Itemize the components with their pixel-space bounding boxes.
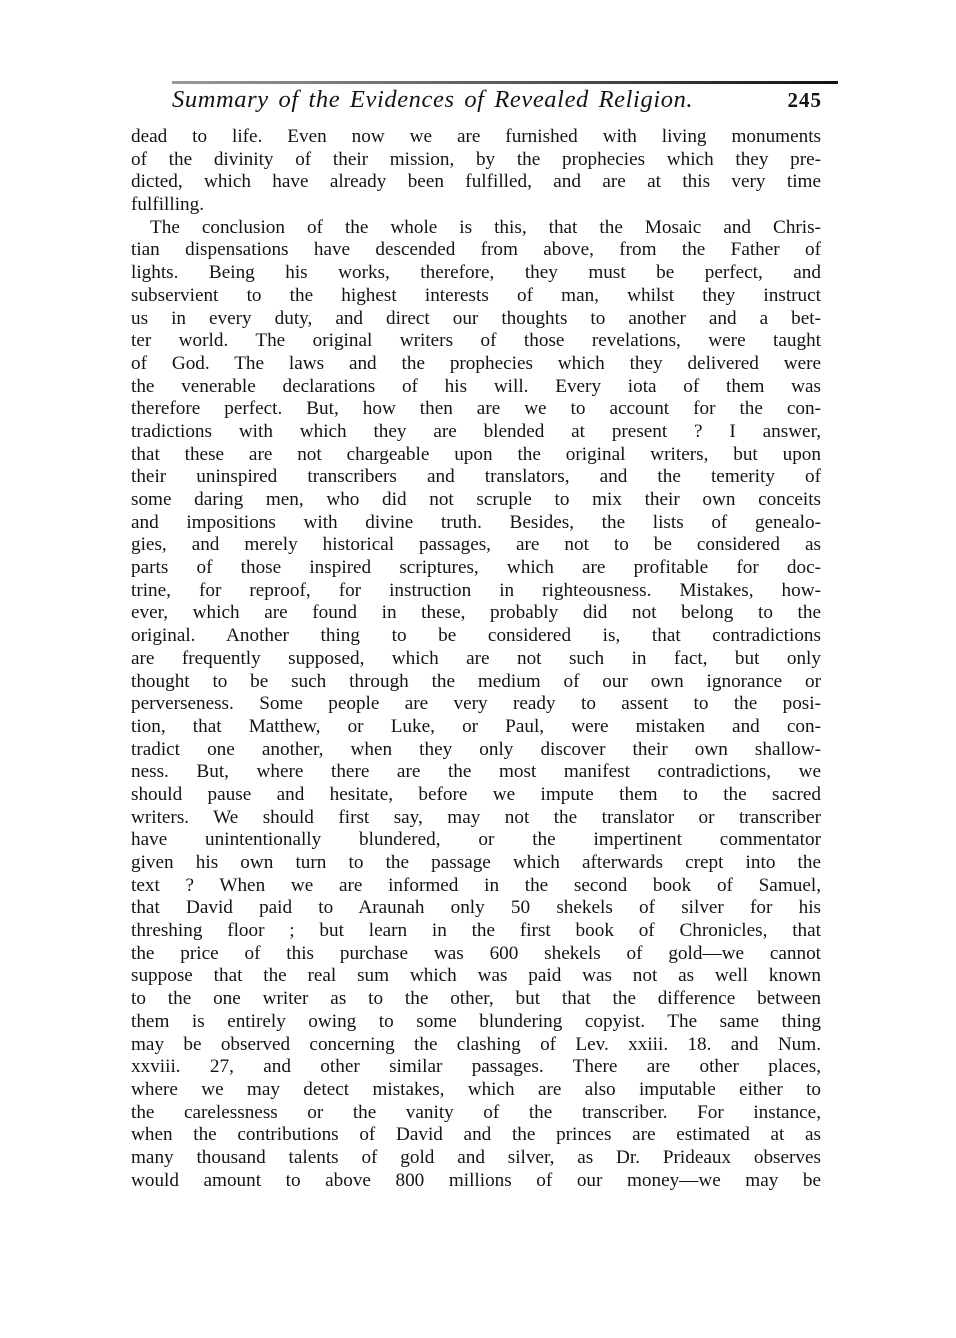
text-line: original. Another thing to be considered is, that contradictions: [131, 625, 821, 647]
text-line: us in every duty, and direct our thoughts to another and a bet-: [131, 307, 821, 329]
text-line: dead to life. Even now we are furnished with living monuments: [131, 126, 821, 147]
text-line: and impositions with divine truth. Besides, the lists of genealo-: [131, 511, 821, 533]
text-line: to the one writer as to the other, but that the difference between: [131, 988, 821, 1010]
text-line: should pause and hesitate, before we impute them to the sacred: [131, 783, 821, 805]
text-line: subservient to the highest interests of man, whilst they instruct: [131, 284, 821, 306]
text-line: may be observed concerning the clashing of Lev. xxiii. 18. and Num.: [131, 1033, 821, 1055]
text-line: the venerable declarations of his will. Every iota of them was: [131, 375, 821, 397]
text-line: tradict one another, when they only discover their own shallow-: [131, 738, 821, 760]
page-number: 245: [787, 88, 822, 112]
text-line: have unintentionally blundered, or the impertinent commentator: [131, 829, 821, 851]
text-line: that these are not chargeable upon the original writers, but upon: [131, 443, 821, 465]
text-line: some daring men, who did not scruple to mix their own conceits: [131, 489, 821, 510]
text-line: ter world. The original writers of those revelations, were taught: [131, 330, 821, 352]
text-line: are frequently supposed, which are not such in fact, but only: [131, 647, 821, 669]
text-line: given his own turn to the passage which afterwards crept into the: [131, 852, 821, 873]
text-line: the price of this purchase was 600 shekels of gold—we cannot: [131, 942, 821, 964]
text-line: lights. Being his works, therefore, they must be perfect, and: [131, 262, 821, 284]
text-line: the carelessness or the vanity of the transcriber. For instance,: [131, 1101, 821, 1123]
text-line: gies, and merely historical passages, are not to be considered as: [131, 534, 821, 556]
text-line: tradictions with which they are blended at present ? I answer,: [131, 420, 821, 442]
text-line: ness. But, where there are the most manifest contradictions, we: [131, 761, 821, 783]
header-rule: [172, 81, 838, 84]
text-line: of God. The laws and the prophecies which they delivered were: [131, 352, 821, 374]
text-line: where we may detect mistakes, which are also imputable either to: [131, 1078, 821, 1100]
body-text: [131, 126, 821, 1192]
paragraph-1: [131, 126, 821, 217]
paragraph-2: [131, 217, 821, 1193]
text-line: suppose that the real sum which was paid was not as well known: [131, 965, 821, 987]
text-line: fulfilling.: [131, 194, 205, 216]
text-line: tion, that Matthew, or Luke, or Paul, were mistaken and con-: [131, 715, 821, 737]
text-line: trine, for reproof, for instruction in righteousness. Mistakes, how-: [131, 579, 821, 601]
text-line: when the contributions of David and the princes are estimated at as: [131, 1124, 821, 1146]
text-line: tian dispensations have descended from above, from the Father of: [131, 239, 821, 261]
text-line: their uninspired transcribers and translators, and the temerity of: [131, 466, 821, 488]
text-line: text ? When we are informed in the second book of Samuel,: [131, 874, 821, 896]
text-line: perverseness. Some people are very ready to assent to the posi-: [131, 693, 821, 715]
text-line: xxviii. 27, and other similar passages. There are other places,: [131, 1056, 821, 1078]
text-line: The conclusion of the whole is this, that the Mosaic and Chris-: [150, 216, 821, 238]
text-line: parts of those inspired scriptures, which are profitable for doc-: [131, 557, 821, 579]
text-line: ever, which are found in these, probably did not belong to the: [131, 602, 821, 624]
text-line: that David paid to Araunah only 50 shekels of silver for his: [131, 897, 821, 919]
text-line: dicted, which have already been fulfilled, and are at this very time: [131, 171, 821, 193]
text-line: therefore perfect. But, how then are we to account for the con-: [131, 398, 821, 420]
text-line: of the divinity of their mission, by the prophecies which they pre-: [131, 148, 821, 170]
running-title: Summary of the Evidences of Revealed Religion.: [172, 86, 694, 113]
text-line: would amount to above 800 millions of our money—we may be: [131, 1169, 821, 1191]
text-line: many thousand talents of gold and silver, as Dr. Prideaux observes: [131, 1146, 821, 1168]
text-line: writers. We should first say, may not the translator or transcriber: [131, 806, 821, 828]
text-line: thought to be such through the medium of our own ignorance or: [131, 670, 821, 692]
text-line: them is entirely owing to some blundering copyist. The same thing: [131, 1010, 821, 1032]
text-line: threshing floor ; but learn in the first book of Chronicles, that: [131, 920, 821, 942]
running-head: [172, 86, 820, 118]
